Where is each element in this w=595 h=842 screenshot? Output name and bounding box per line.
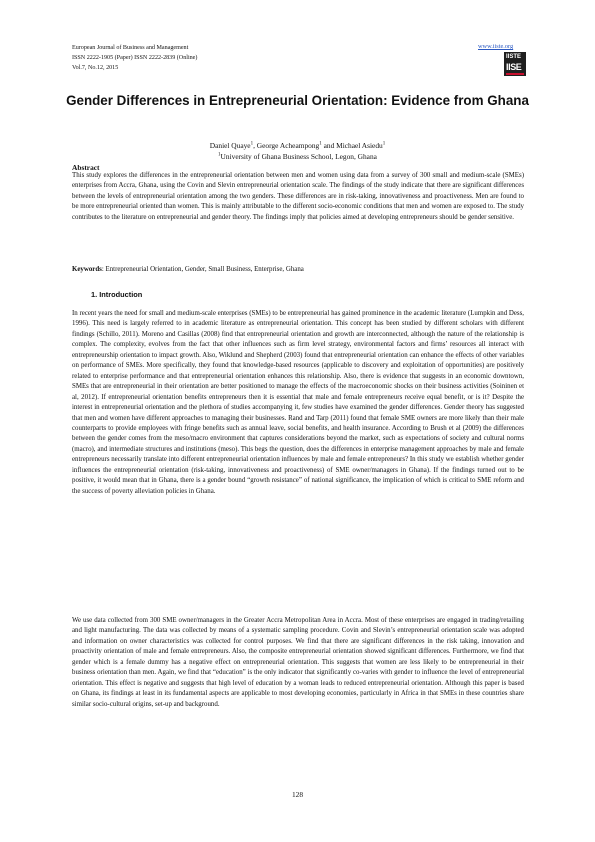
journal-issn: ISSN 2222-1905 (Paper) ISSN 2222-2839 (Online) — [72, 55, 198, 62]
logo-text-top: IISTE — [506, 54, 522, 60]
author-name: Daniel Quaye — [209, 141, 251, 150]
journal-volume: Vol.7, No.12, 2015 — [72, 65, 119, 72]
page-number: 128 — [291, 790, 304, 799]
logo-text-bottom: IISE — [506, 62, 522, 72]
author-separator: and — [321, 141, 337, 150]
author-affiliation — [0, 151, 595, 162]
keywords-text: : Entrepreneurial Orientation, Gender, Small Business, Enterprise, Ghana — [101, 266, 304, 273]
keywords-label: Keywords — [72, 266, 102, 273]
author-list — [0, 140, 595, 151]
journal-url-link[interactable]: www.iiste.org — [478, 43, 514, 50]
author-name: George Acheampong — [256, 141, 320, 150]
abstract-text: This study explores the differences in the entrepreneurial orientation between men and women using data from a survey of 300 small and medium-scale (SMEs) enterprises from Accra, Ghana, using the Covin and Slevin entrepreneurial orientation scale. The findings of the study indicate that there are significant differences between the levels of entrepreneurial orientation among the two genders. These differences are in risk-taking, innovativeness and proactiveness. Men are found to be more entrepreneurial oriented than women. This is mainly attributable to the different socio-economic conditions that men and women are exposed to. The study contributes to the literature on entrepreneurial and gender theory. The findings imply that policies aimed at developing entrepreneurs should be gender sensitive. — [72, 172, 524, 221]
abstract-heading: Abstract — [72, 163, 100, 172]
affiliation-mark: 1 — [218, 152, 221, 158]
journal-name: European Journal of Business and Management — [72, 45, 189, 51]
journal-header — [72, 43, 197, 74]
logo-accent-bar — [506, 73, 524, 75]
section-heading-introduction: 1. Introduction — [91, 290, 143, 299]
iiste-logo — [504, 52, 526, 76]
author-affiliation-mark: 1 — [382, 141, 386, 147]
body-paragraph: In recent years the need for small and medium-scale enterprises (SMEs) to be entrepreneurial has gained prominence in the academic literature (Lumpkin and Dess, 1996). This need is largely referred to in academic literature as entrepreneurial orientation. This concept has been studied by different scholars with different findings (Schillo, 2011). Moreno and Casillas (2008) find that entrepreneurial orientation and growth are interconnected, although the nature of the relationship is complex. The complexity, evolves from the fact that other influences such as firm level strategy, environmental factors and firms’ resources all interact with entrepreneurship orientation to impact growth. Also, Wiklund and Shepherd (2003) found that entrepreneurial orientation can enhance the effects of other variables on performance of SMEs. More specifically, they found that knowledge-based resources (applicable to discovery and exploitation of opportunities) are positively related to enterprise performance and that entrepreneurial orientation enhances this relationship. Also, there is evidence that suggests in an economic downtown, SMEs that are entrepreneurial in their orientation are better positioned to manage the effects of the macroeconomic shocks on their business activities (Soininen et al, 2012). If entrepreneurial orientation benefits entrepreneurs then it is essential that male and female entrepreneurs receive equal benefit, or is it? Despite the interest in entrepreneurial orientation and the plethora of studies accompanying it, few studies have examined the gender differences. Gender theory has suggested that men and women have different approaches to managing their businesses. Rand and Tarp (2011) found that female SME owners are more likely than their male counterparts to provide employees with fringe benefits such as annual leave, social benefits, and health insurance. According to Brush et al (2009) the differences between the gender comes from the meso/macro environment that captures considerations beyond the market, such as expectations of society and cultural norms (macro), and intermediate structures and institutions (meso). This begs the question, does the differences in enterprise management approaches by male and female entrepreneurs necessarily translate into different entrepreneurial orientation influences by male and female entrepreneurs? In this study we establish whether gender influences the entrepreneurial orientation (risk-taking, innovativeness and proactiveness) of SME owner/managers in Ghana). If the findings turned out to be positive, it would mean that in Ghana, there is a gender bound “growth resistance” of national significance, the implication of which is critical to SME reform and the success of poverty alleviation policies in Ghana. — [72, 310, 524, 495]
paper-title: Gender Differences in Entrepreneurial Orientation: Evidence from Ghana — [66, 93, 529, 108]
author-affiliation-mark: 1 — [319, 141, 322, 147]
body-paragraph: We use data collected from 300 SME owner/managers in the Greater Accra Metropolitan Area in Accra. Most of these enterprises are engaged in trading/retailing and light manufacturing. The data was collected by means of a systematic sampling procedure. Covin and Slevin’s entrepreneurial orientation scale was adopted and information on owner characteristics was collected for control purposes. We find that there are significant differences in the risk taking, innovation and proactivity orientation of male and female entrepreneurs. Also, the composite entrepreneurial orientation showed significant differences. Furthermore, we find that gender which is a female dummy has a negative effect on entrepreneurial orientation. This suggests that women are less likely to be entrepreneurial in their business orientation than men. Again, we find that “education” is the only indicator that significantly co-varies with gender to influence the level of entrepreneurial orientation. This effect is negative and suggests that high level of education by a woman leads to reduced entrepreneurial orientation. Although this paper is based on Ghana, its findings at least in its fundamental aspects are applicable to most developing economies, particularly in Africa in that SMEs in these countries share similar socio-cultural origins, set-up and background. — [72, 617, 524, 708]
author-affiliation-mark: 1 — [250, 141, 254, 147]
keywords-line — [72, 265, 524, 275]
author-separator: , — [253, 141, 257, 150]
author-name: Michael Asiedu — [336, 141, 383, 150]
affiliation-text: University of Ghana Business School, Legon, Ghana — [220, 152, 377, 161]
